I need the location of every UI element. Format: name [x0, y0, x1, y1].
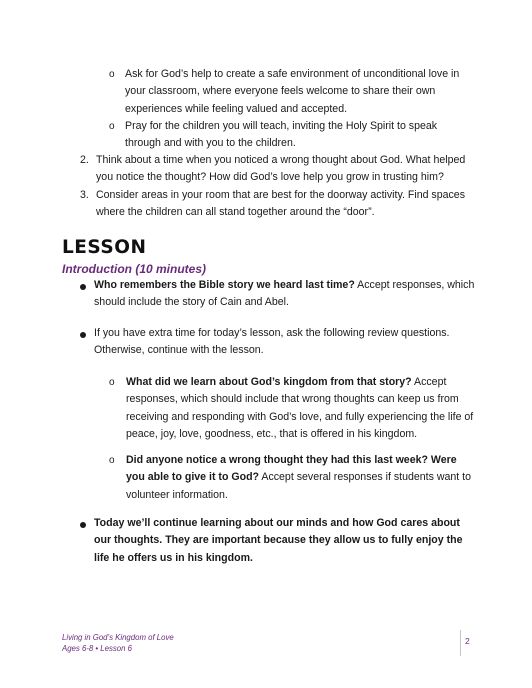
- numbered-item: Consider areas in your room that are best for the doorway activity. Find spaces where the children can all stand together around the “door”.: [96, 189, 465, 219]
- lesson-sub-bullet: [126, 452, 476, 504]
- footer-title: Living in God’s Kingdom of Love: [62, 633, 174, 642]
- numbered-item: Think about a time when you noticed a wrong thought about God. What helped you notice the thought? How did God’s love help you grow in trusting him?: [96, 154, 466, 184]
- sub-bullet-marker: o: [109, 121, 115, 132]
- footer-subtitle: Ages 6-8 • Lesson 6: [62, 643, 132, 653]
- prep-sub-bullet: Pray for the children you will teach, inviting the Holy Spirit to speak through and with you to the children.: [125, 120, 438, 150]
- bullet-instruction: Accept responses, which should include the story of Cain and Abel.: [94, 279, 475, 309]
- bullet-question: Who remembers the Bible story we heard last time?: [94, 279, 355, 291]
- bullet-marker: [80, 284, 86, 290]
- sub-question: What did we learn about God’s kingdom from that story?: [126, 376, 412, 388]
- list-number: 2.: [80, 154, 89, 166]
- bullet-marker: [80, 522, 86, 528]
- sub-instruction: Accept several responses if students want to volunteer information.: [126, 471, 472, 501]
- lesson-bullet: [94, 277, 476, 312]
- section-subheading: Introduction (10 minutes): [62, 262, 206, 276]
- prep-sub-bullet: Ask for God’s help to create a safe environment of unconditional love in your classroom, where everyone feels welcome to share their own experiences while feeling valued and accepted.: [125, 68, 460, 115]
- bullet-marker: [80, 332, 86, 338]
- sub-bullet-marker: o: [109, 455, 115, 466]
- list-number: 3.: [80, 189, 89, 201]
- lesson-bullet: Today we’ll continue learning about our minds and how God cares about our thoughts. They are important because they allow us to fully enjoy the life he offers us in his kingdom.: [94, 517, 463, 564]
- page-footer: [62, 633, 174, 654]
- section-heading: LESSON: [62, 237, 147, 258]
- lesson-bullet: If you have extra time for today’s lesson, ask the following review questions. Otherwise, continue with the lesson.: [94, 327, 450, 357]
- footer-divider: [460, 630, 461, 656]
- page-number: 2: [465, 636, 470, 646]
- sub-instruction: Accept responses, which should include that wrong thoughts can keep us from receiving and responding with God’s love, and fully experiencing the life of peace, joy, love, goodness, etc., that is offered in his kingdom.: [126, 376, 474, 441]
- sub-bullet-marker: o: [109, 377, 115, 388]
- sub-question: Did anyone notice a wrong thought they had this last week? Were you able to give it to God?: [126, 454, 457, 484]
- lesson-sub-bullet: [126, 374, 476, 444]
- sub-bullet-marker: o: [109, 69, 115, 80]
